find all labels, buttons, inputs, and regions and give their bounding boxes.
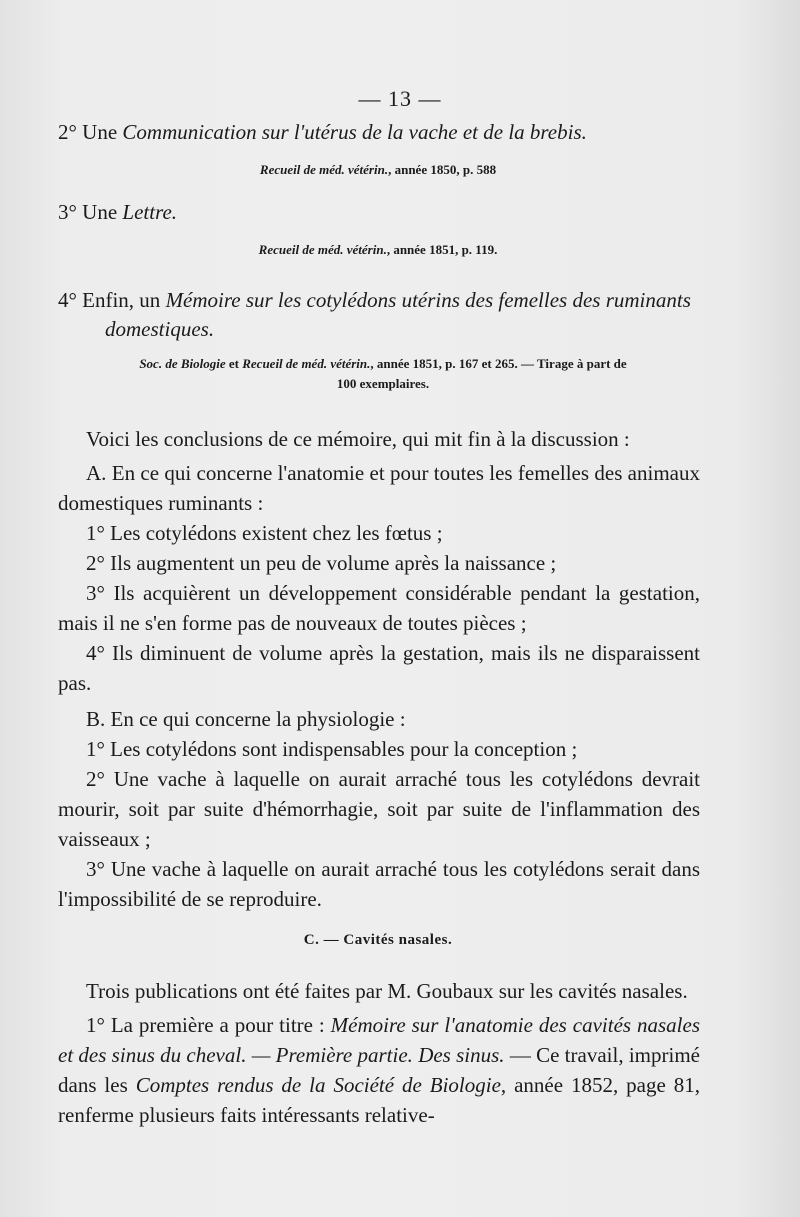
p1-title: Mémoire sur l'anatomie des cavités nasales et des sinus du cheval. — Première partie. Des sinus.	[58, 1013, 700, 1067]
section-b-heading: B. En ce qui concerne la physiologie :	[86, 707, 406, 731]
ref-details: , année 1851, p. 167 et 265. — Tirage à part de	[370, 356, 627, 371]
conclusions-text	[58, 424, 700, 914]
reference-item-4	[58, 354, 708, 394]
item-title: Communication sur l'utérus de la vache et de la brebis.	[122, 120, 587, 144]
conclusions-intro: Voici les conclusions de ce mémoire, qui mit fin à la discussion :	[86, 427, 630, 451]
p1-lead: 1° La première a pour titre :	[86, 1013, 331, 1037]
ref-source: Recueil de méd. vétérin.	[259, 162, 389, 177]
ref-details: , année 1850, p. 588	[388, 162, 497, 177]
section-c-text	[58, 976, 700, 1130]
item-lead: Une	[82, 200, 123, 224]
section-c-intro: Trois publications ont été faites par M. Goubaux sur les cavités nasales.	[86, 979, 688, 1003]
reference-item-3	[58, 240, 698, 260]
section-b-point-1: 1° Les cotylédons sont indispensables pour la conception ;	[86, 737, 578, 761]
item-number: 4°	[58, 288, 83, 312]
section-b-point-2: 2° Une vache à laquelle on aurait arraché tous les cotylédons devrait mourir, soit par suite d'hémorrhagie, soit par suite de l'inflammation des vaisseaux ;	[58, 767, 700, 851]
item-lead: Enfin, un	[82, 288, 166, 312]
ref-society: Soc. de Biologie	[139, 356, 226, 371]
ref-conjunction: et	[225, 356, 243, 371]
section-a-point-2: 2° Ils augmentent un peu de volume après la naissance ;	[86, 551, 557, 575]
publication-item-3	[58, 198, 698, 227]
section-c-paragraph-1	[58, 1010, 700, 1130]
section-a-point-1: 1° Les cotylédons existent chez les fœtus ;	[86, 521, 443, 545]
publication-item-2	[58, 118, 698, 147]
p1-middle: — Ce travail, imprimé dans les	[58, 1043, 700, 1097]
p1-end: , année 1852, page 81, renferme plusieurs faits intéressants relative-	[58, 1073, 700, 1127]
section-b-point-3: 3° Une vache à laquelle on aurait arraché tous les cotylédons serait dans l'impossibilité de se reproduire.	[58, 857, 700, 911]
item-number: 3°	[58, 200, 83, 224]
item-title: Lettre.	[122, 200, 178, 224]
section-c-title: C. — Cavités nasales.	[303, 932, 453, 948]
ref-line-1	[58, 354, 708, 374]
item-lead: Une	[82, 120, 123, 144]
ref-details: , année 1851, p. 119.	[386, 242, 498, 257]
publication-item-4	[58, 286, 745, 344]
ref-source: Recueil de méd. vétérin.	[242, 356, 371, 371]
page-number: — 13 —	[358, 86, 442, 111]
section-a-heading: A. En ce qui concerne l'anatomie et pour toutes les femelles des animaux domestiques ruminants :	[58, 461, 700, 515]
p1-journal: Comptes rendus de la Société de Biologie	[135, 1073, 501, 1097]
section-a-point-3: 3° Ils acquièrent un développement considérable pendant la gestation, mais il ne s'en forme pas de nouveaux de toutes pièces ;	[58, 581, 700, 635]
item-number: 2°	[58, 120, 83, 144]
ref-source: Recueil de méd. vétérin.	[258, 242, 387, 257]
reference-item-2	[58, 160, 698, 180]
ref-line-2: 100 exemplaires.	[336, 376, 430, 391]
item-title: Mémoire sur les cotylédons utérins des femelles des ruminants domestiques.	[105, 288, 691, 341]
section-a-point-4: 4° Ils diminuent de volume après la gestation, mais ils ne disparaissent pas.	[58, 641, 700, 695]
